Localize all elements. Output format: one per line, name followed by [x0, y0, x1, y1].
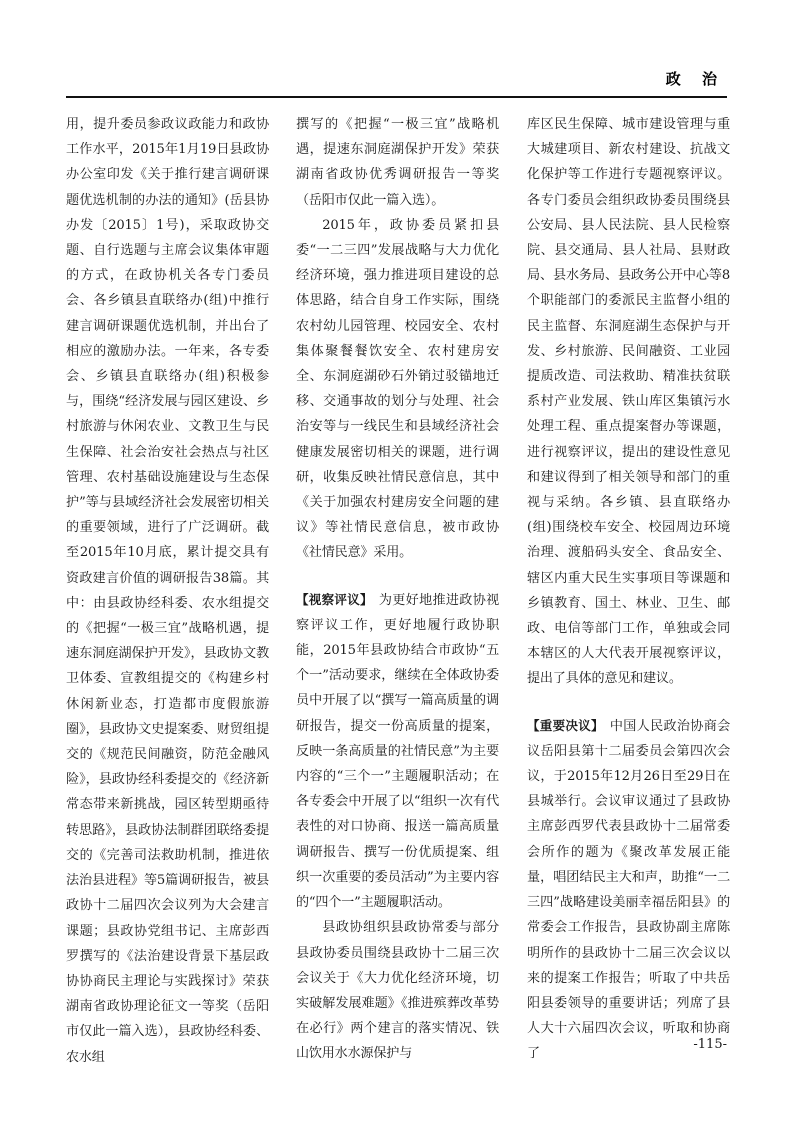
text-column-3: [527, 112, 730, 1062]
section-tag-important-resolution: 【重要决议】: [527, 717, 604, 733]
paragraph-important-resolution: [527, 713, 730, 1067]
paragraph: 县政协组织县政协常委与部分县政协委员围绕县政协十二届三次会议关于《大力优化经济环境，切实破解发展难题》《推进殡葬改革势在必行》两个建言的落实情况、铁山饮用水水源保护与: [296, 920, 499, 1062]
text-column-2: [296, 112, 499, 1062]
running-header: [66, 62, 727, 98]
paragraph-text: 中国人民政治协商会议岳阳县第十二届委员会第四次会议，于2015年12月26日至29日在县城举行。会议审议通过了县政协主席彭西罗代表县政协十二届常委会所作的题为《聚改革发展正能量，唱团结民主大和声，助推“一二三四”战略建设美丽幸福岳阳县》的常委会工作报告，县政协副主席陈明所作的县政协十二届三次会议以来的提案工作报告；听取了中共岳阳县委领导的重要讲话；列席了县人大十六届四次会议，听取和协商了: [527, 718, 730, 1062]
section-tag-inspection-review: 【视察评议】: [296, 591, 373, 607]
paragraph: 撰写的《把握“一极三宜”战略机遇，提速东洞庭湖保护开发》荣获湖南省政协优秀调研报告一等奖（岳阳市仅此一篇入选）。: [296, 117, 499, 208]
paragraph: 用，提升委员参政议政能力和政协工作水平，2015年1月19日县政协办公室印发《关于推行建言调研课题优选机制的办法的通知》(岳县协办发〔2015〕1号)，采取政协交题、自行选题与主席会议集体审题的方式，在政协机关各专门委员会、各乡镇县直联络办(组)中推行建言调研课题优选机制，并出台了相应的激励办法。一年来，各专委会、乡镇县直联络办(组)积极参与，围绕“经济发展与园区建设、乡村旅游与休闲农业、文教卫生与民生保障、社会治安社会热点与社区管理、农村基础设施建设与生态保护”等与县域经济社会发展密切相关的重要领域，进行了广泛调研。截至2015年10月底，累计提交具有资政建言价值的调研报告38篇。其中：由县政协经科委、农水组提交的《把握“一极三宜”战略机遇，提速东洞庭湖保护开发》，县政协文教卫体委、宣教组提交的《构建乡村休闲新业态，打造都市度假旅游圈》，县政协文史提案委、财贸组提交的《规范民间融资，防范金融风险》，县政协经科委提交的《经济新常态带来新挑战，园区转型期亟待转思路》，县政协法制群团联络委提交的《完善司法救助机制，推进依法治县进程》等5篇调研报告，被县政协十二届四次会议列为大会建言课题；县政协党组书记、主席彭西罗撰写的《法治建设背景下基层政协协商民主理论与实践探讨》荣获湖南省政协理论征文一等奖（岳阳市仅此一篇入选），县政协经科委、农水组: [66, 117, 269, 1065]
section-title: 政 治: [665, 70, 725, 88]
paragraph-inspection-review: [296, 587, 499, 916]
paragraph: 2015年，政协委员紧扣县委“一二三四”发展战略与大力优化经济环境，强力推进项目建设的总体思路，结合自身工作实际，围绕农村幼儿园管理、校园安全、农村集体聚餐餐饮安全、农村建房安全、东洞庭湖砂石外销过驳锚地迁移、交通事故的划分与处理、社会治安等与一线民生和县域经济社会健康发展密切相关的课题，进行调研，收集反映社情民意信息，其中《关于加强农村建房安全问题的建议》等社情民意信息，被市政协《社情民意》采用。: [296, 217, 499, 561]
paragraph: 库区民生保障、城市建设管理与重大城建项目、新农村建设、抗战文化保护等工作进行专题视察评议。各专门委员会组织政协委员围绕县公安局、县人民法院、县人民检察院、县交通局、县人社局、县财政局、县水务局、县政务公开中心等8个职能部门的委派民主监督小组的民主监督、东洞庭湖生态保护与开发、乡村旅游、民间融资、工业园提质改造、司法救助、精准扶贫联系村产业发展、铁山库区集镇污水处理工程、重点提案督办等课题，进行视察评议，提出的建设性意见和建议得到了相关领导和部门的重视与采纳。各乡镇、县直联络办(组)围绕校车安全、校园周边环境治理、渡船码头安全、食品安全、辖区内重大民生实事项目等课题和乡镇教育、国土、林业、卫生、邮政、电信等部门工作，单独或会同本辖区的人大代表开展视察评议，提出了具体的意见和建议。: [527, 117, 730, 687]
text-column-1: [66, 112, 269, 1065]
paragraph-text: 为更好地推进政协视察评议工作，更好地履行政协职能，2015年县政协结合市政协“五个一”活动要求，继续在全体政协委员中开展了以“撰写一篇高质量的调研报告，提交一份高质量的提案，反映一条高质量的社情民意”为主要内容的“三个一”主题履职活动；在各专委会中开展了以“组织一次有代表性的对口协商、报送一篇高质量调研报告、撰写一份优质提案、组织一次重要的委员活动”为主要内容的“四个一”主题履职活动。: [296, 592, 499, 911]
page-number: -115-: [693, 1037, 727, 1052]
